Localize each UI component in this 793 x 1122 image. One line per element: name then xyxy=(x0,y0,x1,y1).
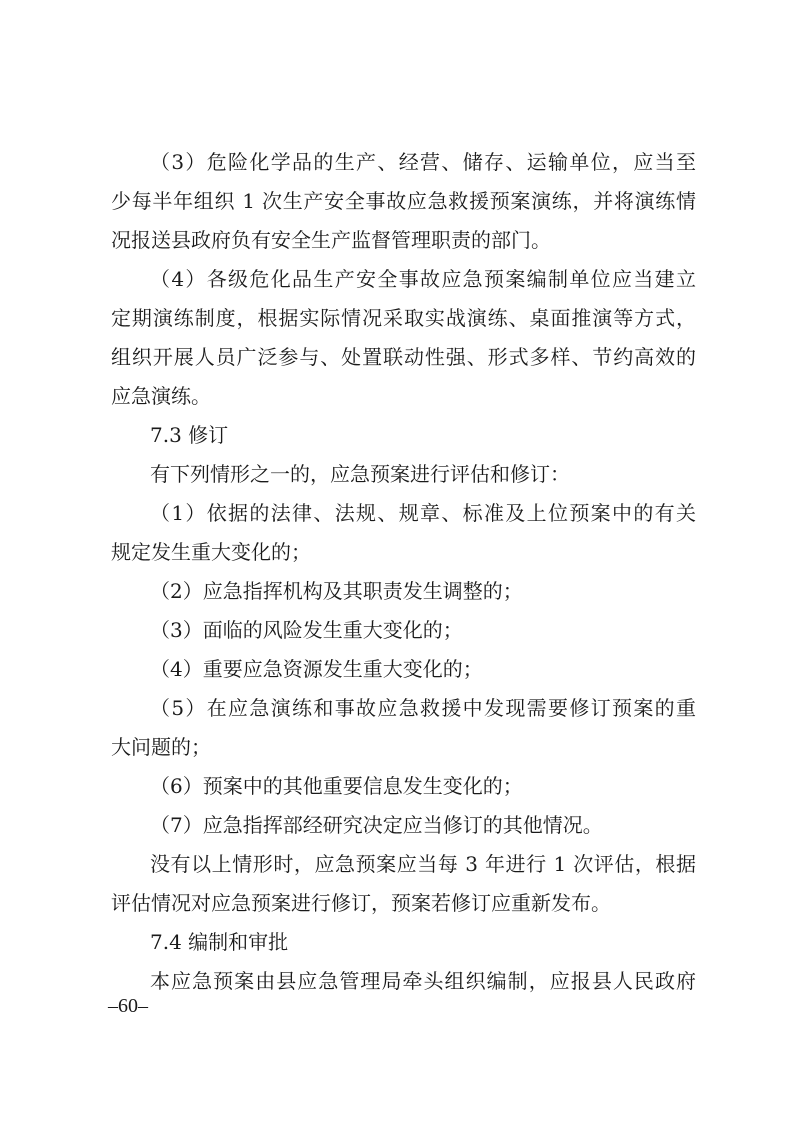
text-line: 少每半年组织 1 次生产安全事故应急救援预案演练，并将演练情 xyxy=(111,189,696,213)
text-line: （7）应急指挥部经研究决定应当修订的其他情况。 xyxy=(150,813,603,837)
text-line: 组织开展人员广泛参与、处置联动性强、形式多样、节约高效的 xyxy=(111,345,696,369)
text-line: 评估情况对应急预案进行修订，预案若修订应重新发布。 xyxy=(111,891,611,915)
text-line: 有下列情形之一的，应急预案进行评估和修订： xyxy=(150,462,570,486)
text-line: 定期演练制度，根据实际情况采取实战演练、桌面推演等方式， xyxy=(111,306,696,330)
text-line: （1）依据的法律、法规、规章、标准及上位预案中的有关 xyxy=(150,501,696,525)
text-line: 大问题的； xyxy=(111,735,211,759)
text-line: （4）各级危化品生产安全事故应急预案编制单位应当建立 xyxy=(150,267,696,291)
section-heading-7-3: 7.3 修订 xyxy=(150,423,229,447)
text-line: 本应急预案由县应急管理局牵头组织编制，应报县人民政府 xyxy=(150,969,696,993)
text-line: 规定发生重大变化的； xyxy=(111,540,311,564)
text-line: 况报送县政府负有安全生产监督管理职责的部门。 xyxy=(111,228,551,252)
text-line: （3）危险化学品的生产、经营、储存、运输单位，应当至 xyxy=(150,150,696,174)
text-line: （3）面临的风险发生重大变化的； xyxy=(150,618,463,642)
text-line: 应急演练。 xyxy=(111,384,211,408)
page-number: –60– xyxy=(108,995,148,1017)
text-line: 没有以上情形时，应急预案应当每 3 年进行 1 次评估，根据 xyxy=(150,852,696,876)
text-line: （2）应急指挥机构及其职责发生调整的； xyxy=(150,579,523,603)
section-heading-7-4: 7.4 编制和审批 xyxy=(150,930,289,954)
text-line: （4）重要应急资源发生重大变化的； xyxy=(150,657,483,681)
text-line: （6）预案中的其他重要信息发生变化的； xyxy=(150,774,523,798)
text-line: （5）在应急演练和事故应急救援中发现需要修订预案的重 xyxy=(150,696,696,720)
